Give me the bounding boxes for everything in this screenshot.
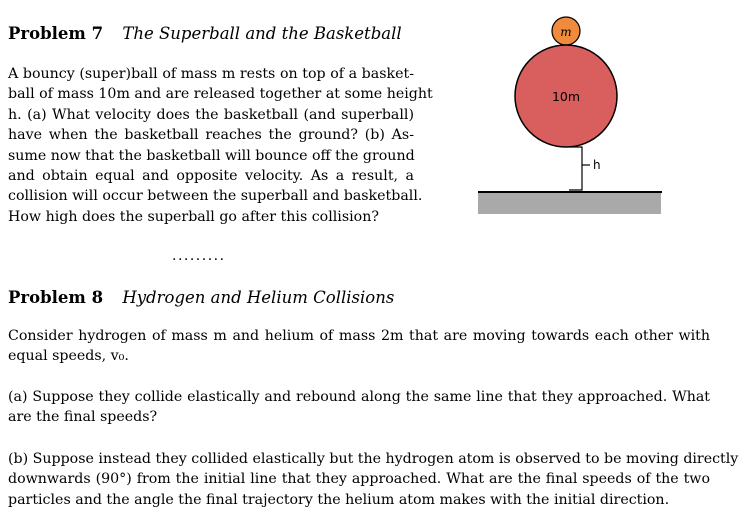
problem-7-line: ball of mass 10m and are released together at some height [8,86,433,103]
problem-7-line: have when the basketball reaches the ground? (b) As- [8,127,414,144]
balls-diagram [470,8,670,218]
problem-7-text [8,64,433,227]
problem-7-line: sume now that the basketball will bounce off the ground [8,147,415,164]
problem-8-part-a-line: (a) Suppose they collide elastically and rebound along the same line that they approached. What [8,389,710,405]
problem-8-part-a-line: are the final speeds? [8,409,158,426]
height-bracket [569,147,582,190]
problem-7-line: and obtain equal and opposite velocity. As a result, a [8,167,414,184]
problem-8-title: Hydrogen and Helium Collisions [122,288,395,307]
problem-7-line: A bouncy (super)ball of mass m rests on top of a basket- [8,66,414,82]
problem-8-intro-line: equal speeds, v₀. [8,348,129,365]
problem-8-intro-line: Consider hydrogen of mass m and helium of mass 2m that are moving towards each other with [8,328,710,344]
problem-8-part-b-line: (b) Suppose instead they collided elastically but the hydrogen atom is observed to be moving directly [8,451,739,467]
problem-8-part-b [8,449,739,510]
ground [478,193,661,214]
height-label: h [593,158,601,172]
problem-7-heading [8,24,402,43]
small-ball-label: m [560,25,572,39]
balls-figure [470,8,670,222]
section-separator: ......... [172,248,226,264]
problem-7-title: The Superball and the Basketball [122,24,402,43]
problem-7-line: How high does the superball go after this collision? [8,208,379,225]
problem-7-line: collision will occur between the superball and basketball. [8,188,423,205]
problem-7-line: h. (a) What velocity does the basketball (and superball) [8,106,414,123]
problem-8-part-b-line: downwards (90°) from the initial line that they approached. What are the final speeds of the two [8,471,710,488]
problem-8-part-b-line: particles and the angle the final trajectory the helium atom makes with the initial direction. [8,491,670,508]
problem-7-label: Problem 7 [8,24,104,43]
problem-8-intro [8,326,710,367]
problem-8-heading [8,288,394,307]
big-ball-label: 10m [551,89,581,104]
problem-8-label: Problem 8 [8,288,104,307]
problem-8-part-a [8,387,710,428]
